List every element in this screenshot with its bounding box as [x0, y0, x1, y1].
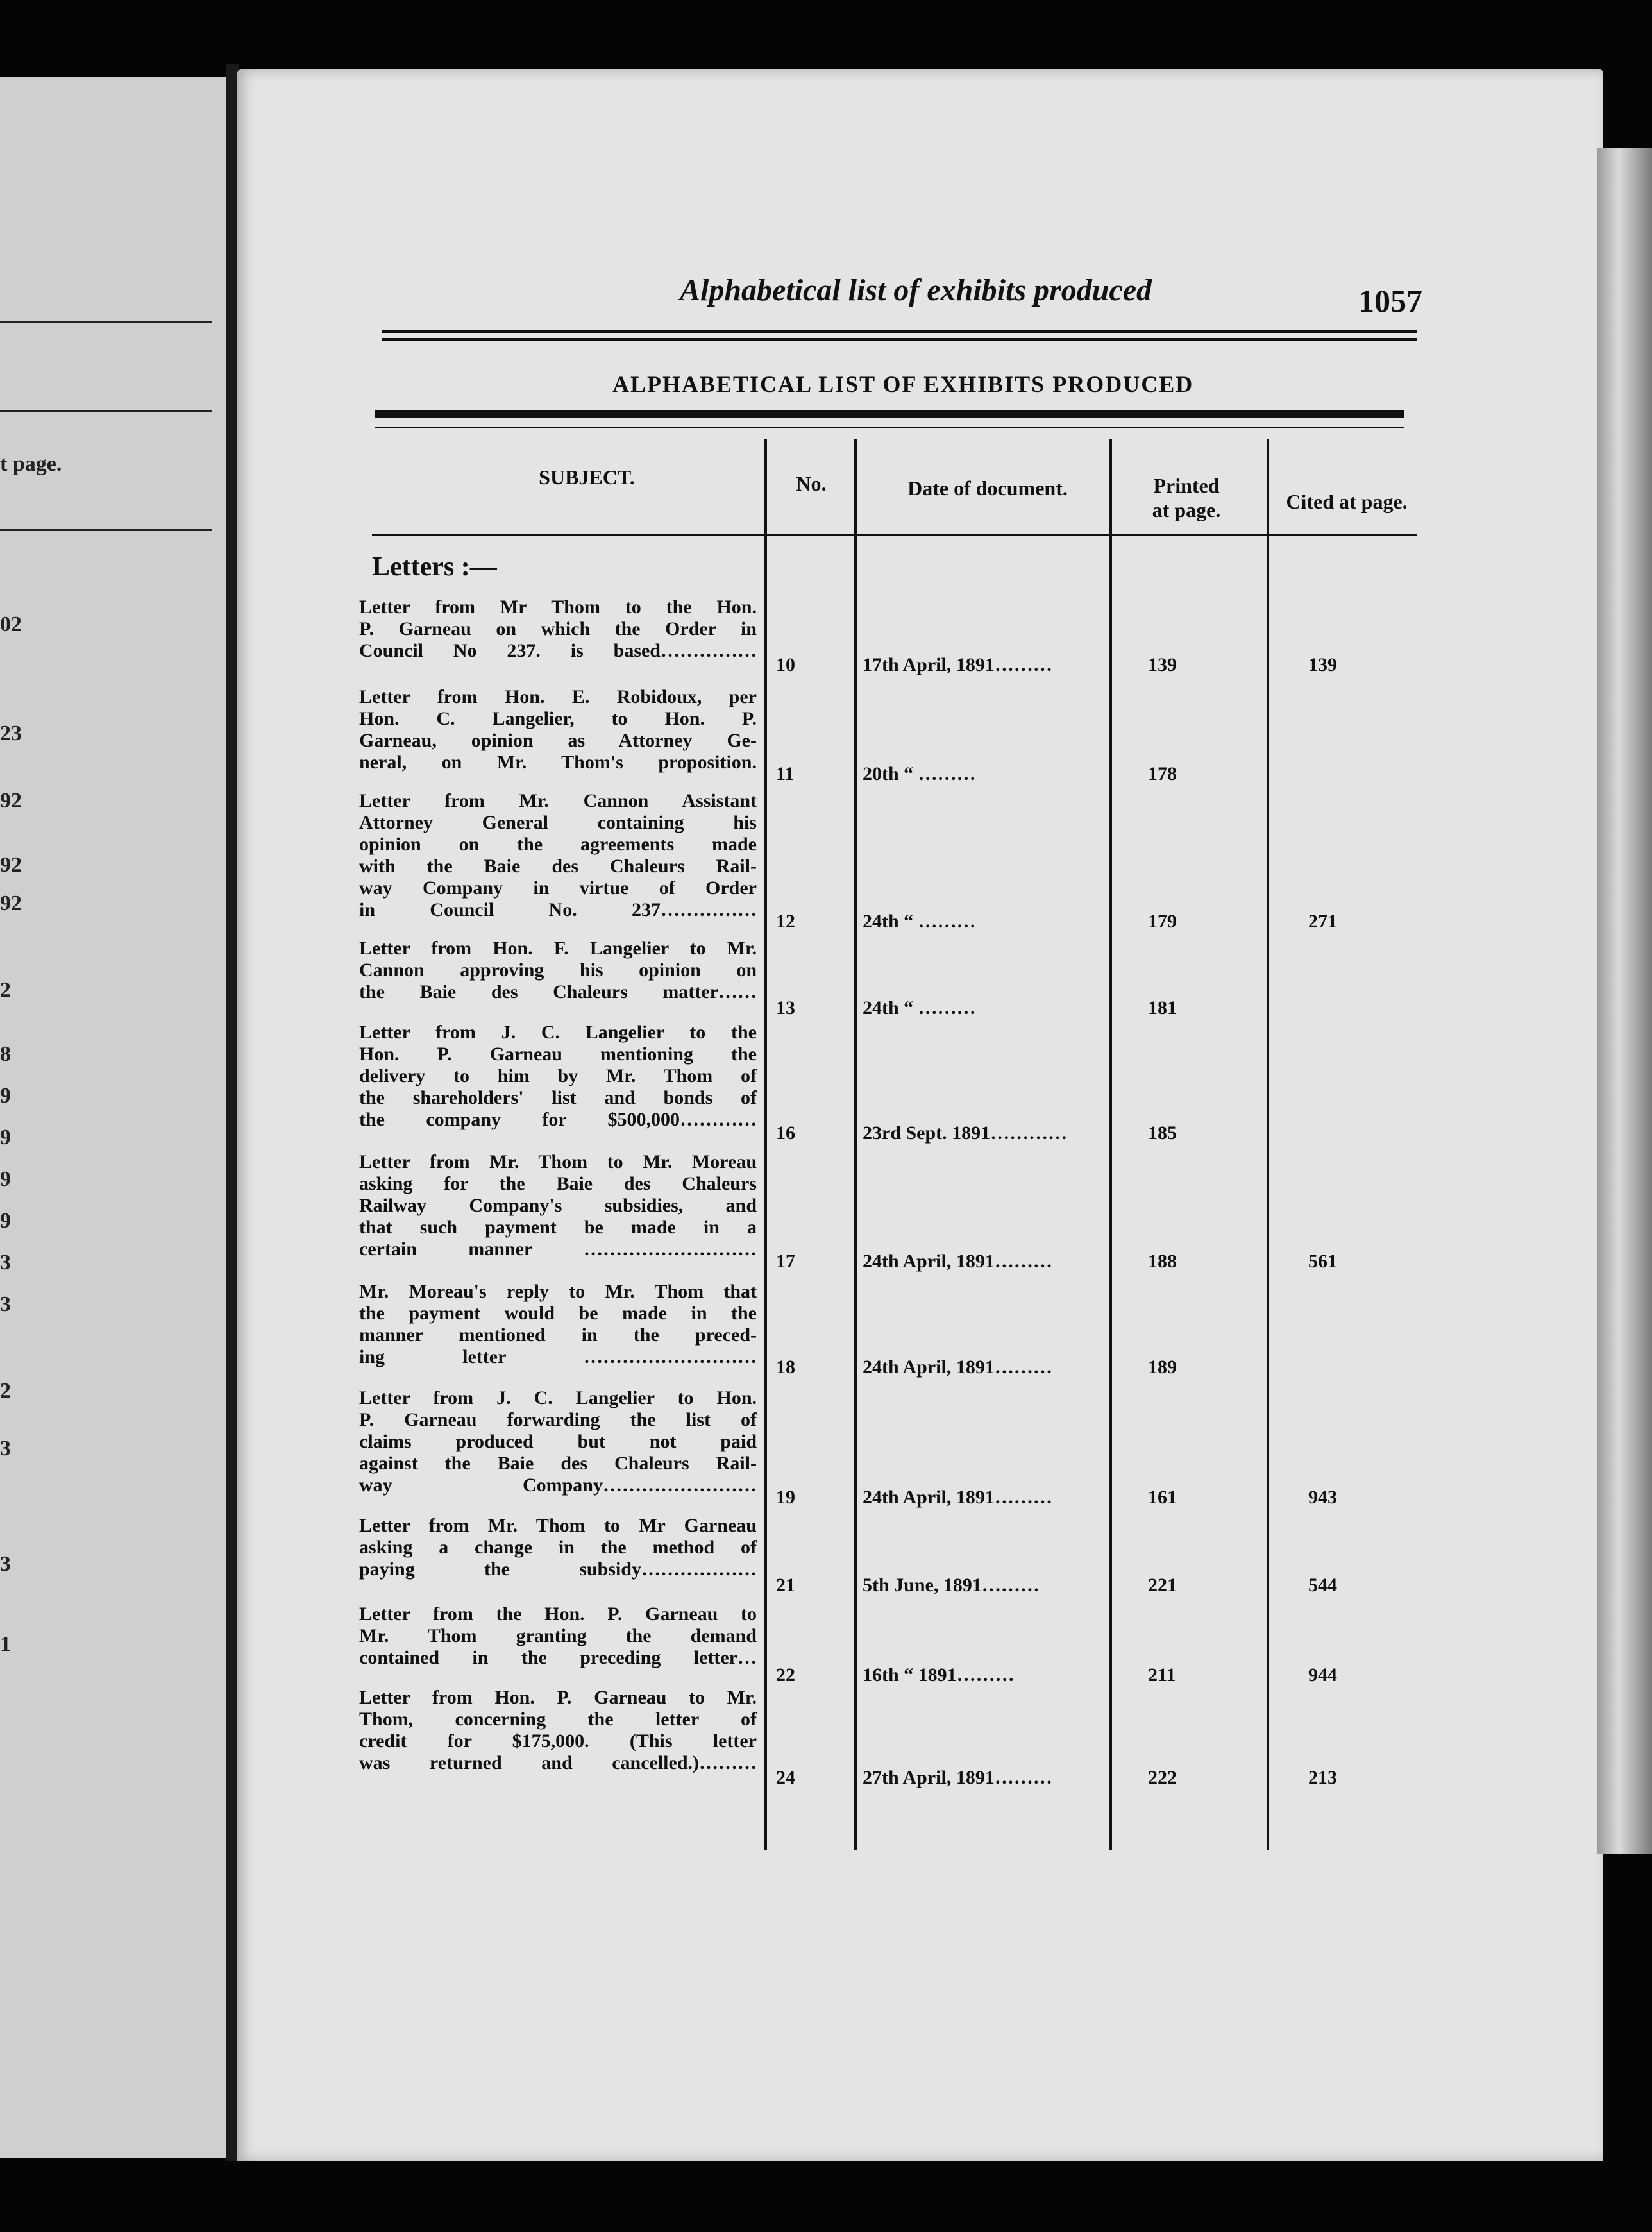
cell-printed: 221: [1148, 1575, 1177, 1596]
title-thick-rule: [375, 410, 1404, 418]
cell-cited: 213: [1308, 1767, 1337, 1788]
cell-date: 16th “ 1891………: [863, 1664, 1015, 1686]
left-page-number: 2: [0, 978, 11, 1002]
left-page-number: 2: [0, 1379, 11, 1403]
column-header-no: No.: [796, 472, 827, 495]
left-page-number: 9: [0, 1084, 11, 1108]
left-page-rule: [0, 529, 212, 531]
header-bottom-rule: [372, 534, 1417, 536]
column-divider: [764, 439, 767, 1850]
table-row-subject: Letter from Mr. Thom to Mr Garneau asking a change in the method of paying the subsidy………………: [359, 1515, 757, 1580]
running-title: Alphabetical list of exhibits produced: [680, 273, 1152, 307]
cell-printed: 211: [1148, 1664, 1176, 1686]
column-header-cited: Cited at page.: [1286, 490, 1408, 513]
cell-printed: 185: [1148, 1122, 1177, 1144]
left-page-rule: [0, 410, 212, 412]
title-thin-rule: [375, 427, 1404, 428]
cell-date: 23rd Sept. 1891…………: [863, 1122, 1068, 1144]
cell-cited: 561: [1308, 1251, 1337, 1272]
cell-no: 10: [776, 654, 795, 675]
page-edge: [1597, 148, 1652, 1854]
left-page-number: 1: [0, 1632, 11, 1656]
table-row-subject: Letter from Mr. Cannon Assistant Attorney General containing his opinion on the agreements made with the Baie des Chaleurs Rail- way Company in virtue of Order in Council No. 237……………: [359, 790, 757, 920]
left-page-number: 9: [0, 1126, 11, 1149]
cell-printed: 189: [1148, 1357, 1177, 1378]
cell-no: 19: [776, 1487, 795, 1508]
header-rule: [382, 338, 1417, 341]
cell-date: 20th “ ………: [863, 763, 976, 784]
cell-date: 27th April, 1891………: [863, 1767, 1052, 1788]
table-row-subject: Letter from the Hon. P. Garneau to Mr. Thom granting the demand contained in the preceding letter…: [359, 1603, 757, 1668]
table-row-subject: Letter from J. C. Langelier to the Hon. P. Garneau mentioning the delivery to him by Mr. Thom of the shareholders' list and bonds of the company for $500,000…………: [359, 1022, 757, 1130]
left-page-number: 3: [0, 1292, 11, 1316]
table-row-subject: Mr. Moreau's reply to Mr. Thom that the payment would be made in the manner mentioned in the preced- ing letter ………………………: [359, 1281, 757, 1367]
cell-printed: 188: [1148, 1251, 1177, 1272]
cell-no: 21: [776, 1575, 795, 1596]
cell-date: 24th April, 1891………: [863, 1251, 1052, 1272]
cell-date: 24th April, 1891………: [863, 1487, 1052, 1508]
column-header-date: Date of document.: [907, 477, 1068, 500]
cell-cited: 544: [1308, 1575, 1337, 1596]
cell-date: 5th June, 1891………: [863, 1575, 1040, 1596]
left-page-number: 02: [0, 613, 22, 636]
cell-printed: 181: [1148, 997, 1177, 1019]
header-rule: [382, 330, 1417, 333]
column-divider: [1109, 439, 1112, 1850]
cell-date: 24th “ ………: [863, 911, 976, 932]
left-page-number: 3: [0, 1251, 11, 1274]
left-page-number: 9: [0, 1167, 11, 1191]
table-row-subject: Letter from Mr Thom to the Hon. P. Garneau on which the Order in Council No 237. is based……………: [359, 596, 757, 661]
cell-no: 24: [776, 1767, 795, 1788]
column-header-printed: Printed at page.: [1152, 474, 1221, 521]
cell-no: 22: [776, 1664, 795, 1686]
list-title: ALPHABETICAL LIST OF EXHIBITS PRODUCED: [612, 371, 1194, 397]
book-spine: [226, 64, 239, 2161]
table-row-subject: Letter from Hon. P. Garneau to Mr. Thom, concerning the letter of credit for $175,000. (This letter was returned and cancelled.)………: [359, 1687, 757, 1773]
column-divider: [1267, 439, 1269, 1850]
page-number: 1057: [1358, 283, 1422, 319]
cell-cited: 139: [1308, 654, 1337, 675]
left-page-number: 3: [0, 1552, 11, 1576]
table-row-subject: Letter from Hon. E. Robidoux, per Hon. C. Langelier, to Hon. P. Garneau, opinion as Attorney Ge- neral, on Mr. Thom's proposition.: [359, 686, 757, 773]
cell-no: 12: [776, 911, 795, 932]
table-row-subject: Letter from Mr. Thom to Mr. Moreau asking for the Baie des Chaleurs Railway Company's subsidies, and that such payment be made in a certain manner ………………………: [359, 1151, 757, 1260]
cell-printed: 161: [1148, 1487, 1177, 1508]
cell-cited: 943: [1308, 1487, 1337, 1508]
section-label: Letters :—: [372, 552, 497, 582]
left-page-number: 23: [0, 722, 22, 745]
cell-cited: 944: [1308, 1664, 1337, 1686]
cell-no: 13: [776, 997, 795, 1019]
table-row-subject: Letter from J. C. Langelier to Hon. P. Garneau forwarding the list of claims produced but not paid against the Baie des Chaleurs Rail- way Company……………………: [359, 1387, 757, 1496]
cell-date: 24th “ ………: [863, 997, 976, 1019]
cell-no: 11: [776, 763, 795, 784]
cell-date: 24th April, 1891………: [863, 1357, 1052, 1378]
left-page-number: 3: [0, 1437, 11, 1460]
cell-no: 18: [776, 1357, 795, 1378]
left-page-number: 92: [0, 853, 22, 877]
left-page-number: 9: [0, 1209, 11, 1233]
cell-printed: 179: [1148, 911, 1177, 932]
left-page-header-fragment: t page.: [0, 452, 62, 476]
table-row-subject: Letter from Hon. F. Langelier to Mr. Cannon approving his opinion on the Baie des Chaleurs matter……: [359, 938, 757, 1002]
cell-no: 17: [776, 1251, 795, 1272]
left-facing-page: [0, 77, 228, 2158]
column-header-subject: SUBJECT.: [539, 466, 635, 489]
cell-date: 17th April, 1891………: [863, 654, 1052, 675]
left-page-number: 92: [0, 789, 22, 813]
column-divider: [854, 439, 857, 1850]
cell-cited: 271: [1308, 911, 1337, 932]
cell-printed: 139: [1148, 654, 1177, 675]
cell-printed: 222: [1148, 1767, 1177, 1788]
left-page-number: 92: [0, 892, 22, 915]
left-page-number: 8: [0, 1042, 11, 1066]
left-page-rule: [0, 321, 212, 323]
cell-printed: 178: [1148, 763, 1177, 784]
cell-no: 16: [776, 1122, 795, 1144]
